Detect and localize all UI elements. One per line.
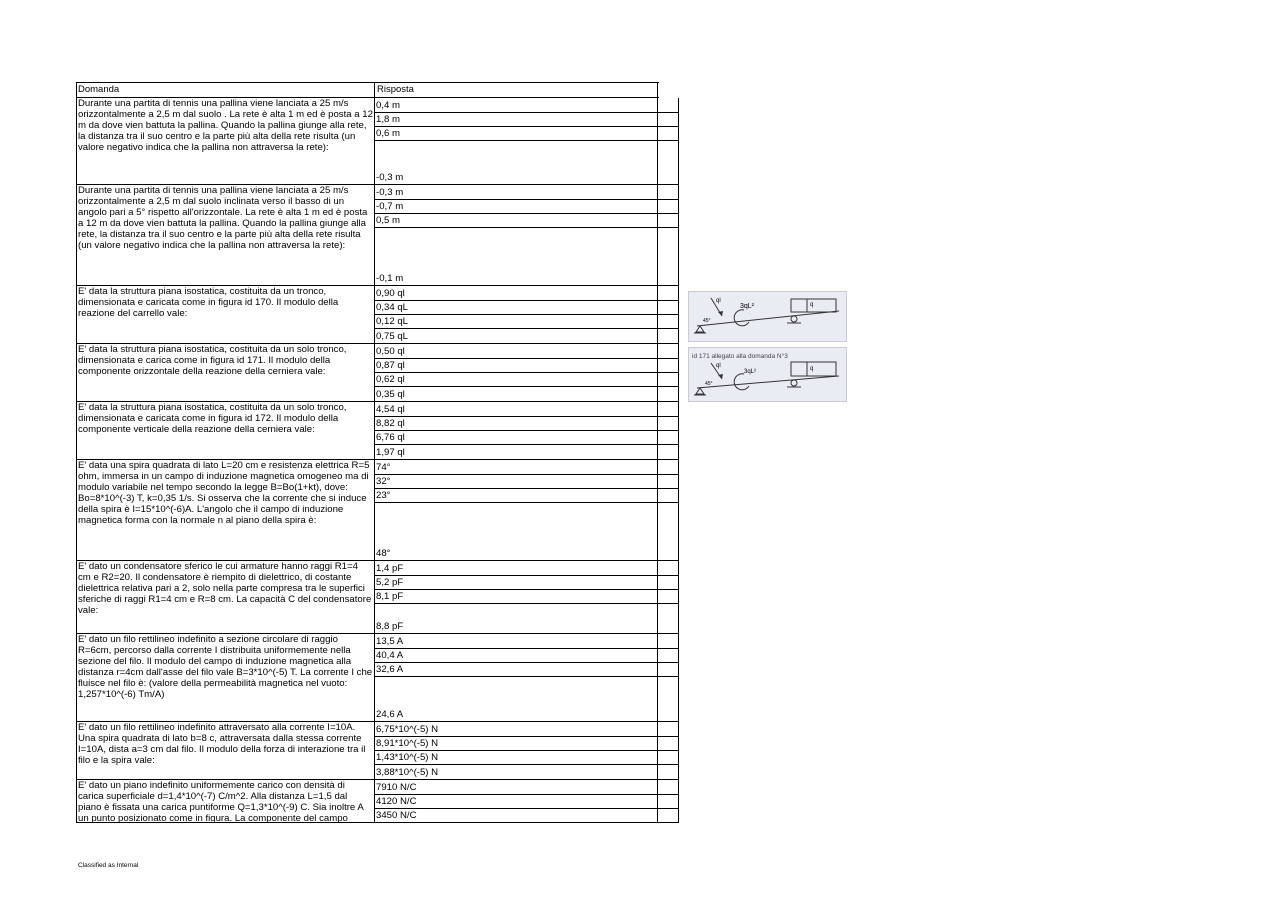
answer-text: 40,4 A <box>376 650 404 661</box>
column-divider <box>678 780 679 794</box>
question-block <box>76 722 679 780</box>
question-block <box>76 460 679 561</box>
answer-row <box>375 430 679 444</box>
answer-row <box>375 764 679 779</box>
answer-row <box>375 575 679 589</box>
column-divider <box>678 359 679 372</box>
answer-text: 0,50 ql <box>376 346 405 357</box>
question-block <box>76 98 679 185</box>
answer-text: 1,43*10^(-5) N <box>376 752 439 763</box>
answer-list <box>375 98 679 184</box>
column-divider <box>678 649 679 662</box>
answer-row <box>375 488 679 502</box>
question-block <box>76 185 679 286</box>
column-divider <box>657 373 658 386</box>
column-divider <box>657 765 658 779</box>
answer-row <box>375 126 679 140</box>
column-divider <box>678 751 679 764</box>
question-text: E' dato un piano indefinito uniformemente carico con densità di carica superficiale d=1,4*10^(-7) C/m^2. Alla distanza L=1,5 dal piano è fissata una carica puntiforme Q=1,3*10^(-9) C. Sia inoltre A un punto posizionato come in figura. La componente del campo <box>76 780 375 822</box>
column-divider <box>657 604 658 633</box>
figure-2-label-angle: 45° <box>705 381 713 387</box>
answer-row <box>375 561 679 575</box>
answer-list <box>375 344 679 401</box>
column-divider <box>657 737 658 750</box>
figure-1-label-q: q <box>810 302 814 308</box>
figure-2-label-q: q <box>810 366 814 372</box>
answer-row <box>375 750 679 764</box>
column-divider <box>657 141 658 184</box>
column-divider <box>657 590 658 603</box>
beam-diagram-2 <box>689 348 846 401</box>
answer-row <box>375 808 679 822</box>
answer-text: 0,4 m <box>376 100 400 111</box>
column-divider <box>678 387 679 401</box>
figure-1-label-angle: 45° <box>703 318 711 324</box>
column-divider <box>657 228 658 285</box>
column-divider <box>678 489 679 502</box>
column-divider <box>678 737 679 750</box>
answer-row <box>375 213 679 227</box>
answer-text: 1,4 pF <box>376 563 404 574</box>
column-divider <box>657 489 658 502</box>
answer-text: 48° <box>376 548 391 559</box>
answer-list <box>375 780 679 822</box>
answer-row <box>375 794 679 808</box>
figure-1-label-ql: ql <box>716 298 721 304</box>
column-divider <box>678 604 679 633</box>
answer-text: 8,82 ql <box>376 418 405 429</box>
question-text: E' dato un condensatore sferico le cui armature hanno raggi R1=4 cm e R2=20. Il condensatore è riempito di dielettrico, di costante dielettrica relativa pari a 2, solo nella parte compresa tra le superfici sferiche di raggi R1=4 cm e R=8 cm. La capacità C del condensatore vale: <box>76 561 375 633</box>
column-divider <box>657 663 658 676</box>
column-divider <box>657 315 658 328</box>
answer-list <box>375 722 679 779</box>
answer-list <box>375 402 679 459</box>
column-divider <box>678 402 679 416</box>
column-divider <box>657 475 658 488</box>
column-divider <box>678 722 679 736</box>
column-divider <box>678 200 679 213</box>
column-divider <box>678 214 679 227</box>
column-divider <box>657 780 658 794</box>
column-divider <box>678 127 679 140</box>
answer-text: 32° <box>376 476 391 487</box>
figure-2-label-moment: 3qL² <box>744 369 757 375</box>
column-divider <box>678 590 679 603</box>
answer-row <box>375 460 679 474</box>
answer-list <box>375 286 679 343</box>
column-divider <box>678 765 679 779</box>
answer-text: -0,7 m <box>376 201 404 212</box>
answer-row <box>375 474 679 488</box>
answer-text: 0,34 qL <box>376 302 409 313</box>
figure-id-170 <box>688 291 847 342</box>
answer-list <box>375 634 679 721</box>
answer-text: 23° <box>376 490 391 501</box>
table-header <box>76 82 659 98</box>
answer-row <box>375 603 679 633</box>
column-divider <box>657 214 658 227</box>
answer-row <box>375 662 679 676</box>
column-divider <box>657 795 658 808</box>
column-divider <box>657 634 658 648</box>
question-text: E' data la struttura piana isostatica, costituita da un solo tronco, dimensionata e caricata come in figura id 172. Il modulo della componente verticale della reazione della cerniera vale: <box>76 402 375 459</box>
figure-1-label-moment: 3qL² <box>740 303 755 310</box>
answer-text: 0,75 qL <box>376 331 409 342</box>
column-divider <box>678 344 679 358</box>
answer-text: 4120 N/C <box>376 796 417 807</box>
column-divider <box>678 445 679 459</box>
answer-row <box>375 185 679 199</box>
column-divider <box>678 141 679 184</box>
column-divider <box>678 315 679 328</box>
column-divider <box>657 344 658 358</box>
answer-row <box>375 416 679 430</box>
column-divider <box>678 677 679 721</box>
column-divider <box>678 475 679 488</box>
column-divider <box>678 301 679 314</box>
column-divider <box>678 329 679 343</box>
answer-row <box>375 372 679 386</box>
answer-text: 6,76 ql <box>376 432 405 443</box>
answer-text: 4,54 ql <box>376 404 405 415</box>
answer-row <box>375 286 679 300</box>
answer-text: 0,5 m <box>376 215 400 226</box>
answer-text: 32,6 A <box>376 664 404 675</box>
answer-text: 24,6 A <box>376 709 404 720</box>
column-divider <box>678 634 679 648</box>
answer-list <box>375 185 679 285</box>
column-divider <box>678 460 679 474</box>
answer-text: 0,87 ql <box>376 360 405 371</box>
column-divider <box>678 373 679 386</box>
column-divider <box>678 417 679 430</box>
column-divider <box>657 809 658 822</box>
question-block <box>76 344 679 402</box>
answer-list <box>375 460 679 560</box>
column-divider <box>657 417 658 430</box>
question-blocks <box>76 98 679 823</box>
column-divider <box>657 460 658 474</box>
figure-2-caption: id 171 allegato alla domanda N°3 <box>692 353 788 360</box>
answer-row <box>375 634 679 648</box>
answer-row <box>375 300 679 314</box>
beam-diagram-1 <box>689 292 846 341</box>
answer-row <box>375 736 679 750</box>
answer-text: 1,97 ql <box>376 447 405 458</box>
answer-row <box>375 140 679 184</box>
column-divider <box>657 576 658 589</box>
column-divider <box>678 795 679 808</box>
answer-row <box>375 386 679 401</box>
column-divider <box>678 561 679 575</box>
column-divider <box>678 228 679 285</box>
column-divider <box>657 387 658 401</box>
question-text: E' data la struttura piana isostatica, costituita da un tronco, dimensionata e caricata come in figura id 170. Il modulo della reazione del carrello vale: <box>76 286 375 343</box>
column-divider <box>657 722 658 736</box>
answer-text: 13,5 A <box>376 636 404 647</box>
answer-text: 1,8 m <box>376 114 400 125</box>
column-divider <box>678 185 679 199</box>
figure-2-label-ql: ql <box>716 363 721 369</box>
answer-text: 8,91*10^(-5) N <box>376 738 439 749</box>
answer-text: 3450 N/C <box>376 810 417 821</box>
question-text: E' data una spira quadrata di lato L=20 cm e resistenza elettrica R=5 ohm, immersa in un campo di induzione magnetica omogeneo ma di modulo variabile nel tempo secondo la legge B=Bo(1+kt), dove: Bo=8*10^(-3) T, k=0,35 1/s. Si osserva che la corrente che si induce della spira è I=15*10^(-6)A. L'angolo che il campo di induzione magnetica forma con la normale n al piano della spira è: <box>76 460 375 560</box>
answer-row <box>375 199 679 213</box>
answer-text: 0,6 m <box>376 128 400 139</box>
answer-text: 0,90 ql <box>376 288 405 299</box>
answer-text: -0,3 m <box>376 187 404 198</box>
question-text: Durante una partita di tennis una pallina viene lanciata a 25 m/s orizzontalmente a 2,5 m dal suolo inclinata verso il basso di un angolo pari a 5° rispetto all'orizzontale. La rete è alta 1 m ed è posta a 12 m da dove vien battuta la pallina. Quando la pallina giunge alla rete, la distanza tra il suo centro e la parte più alta della rete risulta (un valore negativo indica che la pallina non attraversa la rete): <box>76 185 375 285</box>
header-question: Domanda <box>77 83 375 97</box>
answer-row <box>375 98 679 112</box>
answer-text: 6,75*10^(-5) N <box>376 724 439 735</box>
answer-row <box>375 402 679 416</box>
question-block <box>76 561 679 634</box>
question-block <box>76 402 679 460</box>
column-divider <box>657 98 658 112</box>
answer-row <box>375 227 679 285</box>
question-text: E' dato un filo rettilineo indefinito attraversato alla corrente I=10A. Una spira quadrata di lato b=8 c, attraversata dalla stessa corrente I=10A, dista a=3 cm dal filo. Il modulo della forza di interazione tra il filo e la spira vale: <box>76 722 375 779</box>
column-divider <box>678 809 679 822</box>
column-divider <box>678 576 679 589</box>
answer-text: 3,88*10^(-5) N <box>376 767 439 778</box>
answer-row <box>375 502 679 560</box>
column-divider <box>657 286 658 300</box>
column-divider <box>678 663 679 676</box>
question-text: E' data la struttura piana isostatica, costituita da un solo tronco, dimensionata e carica come in figura id 171. Il modulo della componente orizzontale della reazione della cerniera vale: <box>76 344 375 401</box>
question-block <box>76 780 679 823</box>
answer-text: 0,62 ql <box>376 374 405 385</box>
figure-id-171 <box>688 347 847 402</box>
column-divider <box>678 431 679 444</box>
answer-text: -0,3 m <box>376 172 404 183</box>
column-divider <box>657 402 658 416</box>
answer-row <box>375 722 679 736</box>
column-divider <box>657 329 658 343</box>
answer-row <box>375 676 679 721</box>
column-divider <box>657 185 658 199</box>
answer-text: 74° <box>376 462 391 473</box>
answer-list <box>375 561 679 633</box>
column-divider <box>657 359 658 372</box>
answer-row <box>375 780 679 794</box>
column-divider <box>657 431 658 444</box>
column-divider <box>657 677 658 721</box>
answer-text: 8,8 pF <box>376 621 404 632</box>
question-block <box>76 286 679 344</box>
answer-text: 0,12 qL <box>376 316 409 327</box>
answer-row <box>375 328 679 343</box>
column-divider <box>657 301 658 314</box>
answer-text: -0,1 m <box>376 273 404 284</box>
column-divider <box>678 503 679 560</box>
column-divider <box>657 200 658 213</box>
answer-row <box>375 648 679 662</box>
footer-classification: Classified as Internal <box>78 862 139 869</box>
column-divider <box>678 113 679 126</box>
answer-row <box>375 444 679 459</box>
column-divider <box>657 561 658 575</box>
column-divider <box>657 127 658 140</box>
question-table <box>76 82 679 823</box>
answer-row <box>375 314 679 328</box>
header-answer: Risposta <box>376 83 658 97</box>
answer-row <box>375 112 679 126</box>
column-divider <box>657 751 658 764</box>
column-divider <box>657 445 658 459</box>
question-block <box>76 634 679 722</box>
column-divider <box>657 649 658 662</box>
question-text: E' dato un filo rettilineo indefinito a sezione circolare di raggio R=6cm, percorso dalla corrente I distribuita uniformemente nella sezione del filo. Il modulo del campo di induzione magnetica alla distanza r=4cm dall'asse del filo vale B=3*10^(-5) T. La corrente I che fluisce nel filo è: (valore della permeabilità magnetica nel vuoto: 1,257*10^(-6) Tm/A) <box>76 634 375 721</box>
column-divider <box>657 113 658 126</box>
answer-row <box>375 344 679 358</box>
answer-row <box>375 589 679 603</box>
answer-row <box>375 358 679 372</box>
answer-text: 7910 N/C <box>376 782 417 793</box>
question-text: Durante una partita di tennis una pallina viene lanciata a 25 m/s orizzontalmente a 2,5 m dal suolo . La rete è alta 1 m ed è posta a 12 m da dove vien battuta la pallina. Quando la pallina giunge alla rete, la distanza tra il suo centro e la parte più alta della rete risulta (un valore negativo indica che la pallina non attraversa la rete): <box>76 98 375 184</box>
column-divider <box>678 286 679 300</box>
column-divider <box>657 503 658 560</box>
answer-text: 5,2 pF <box>376 577 404 588</box>
answer-text: 0,35 ql <box>376 389 405 400</box>
answer-text: 8,1 pF <box>376 591 404 602</box>
column-divider <box>678 98 679 112</box>
